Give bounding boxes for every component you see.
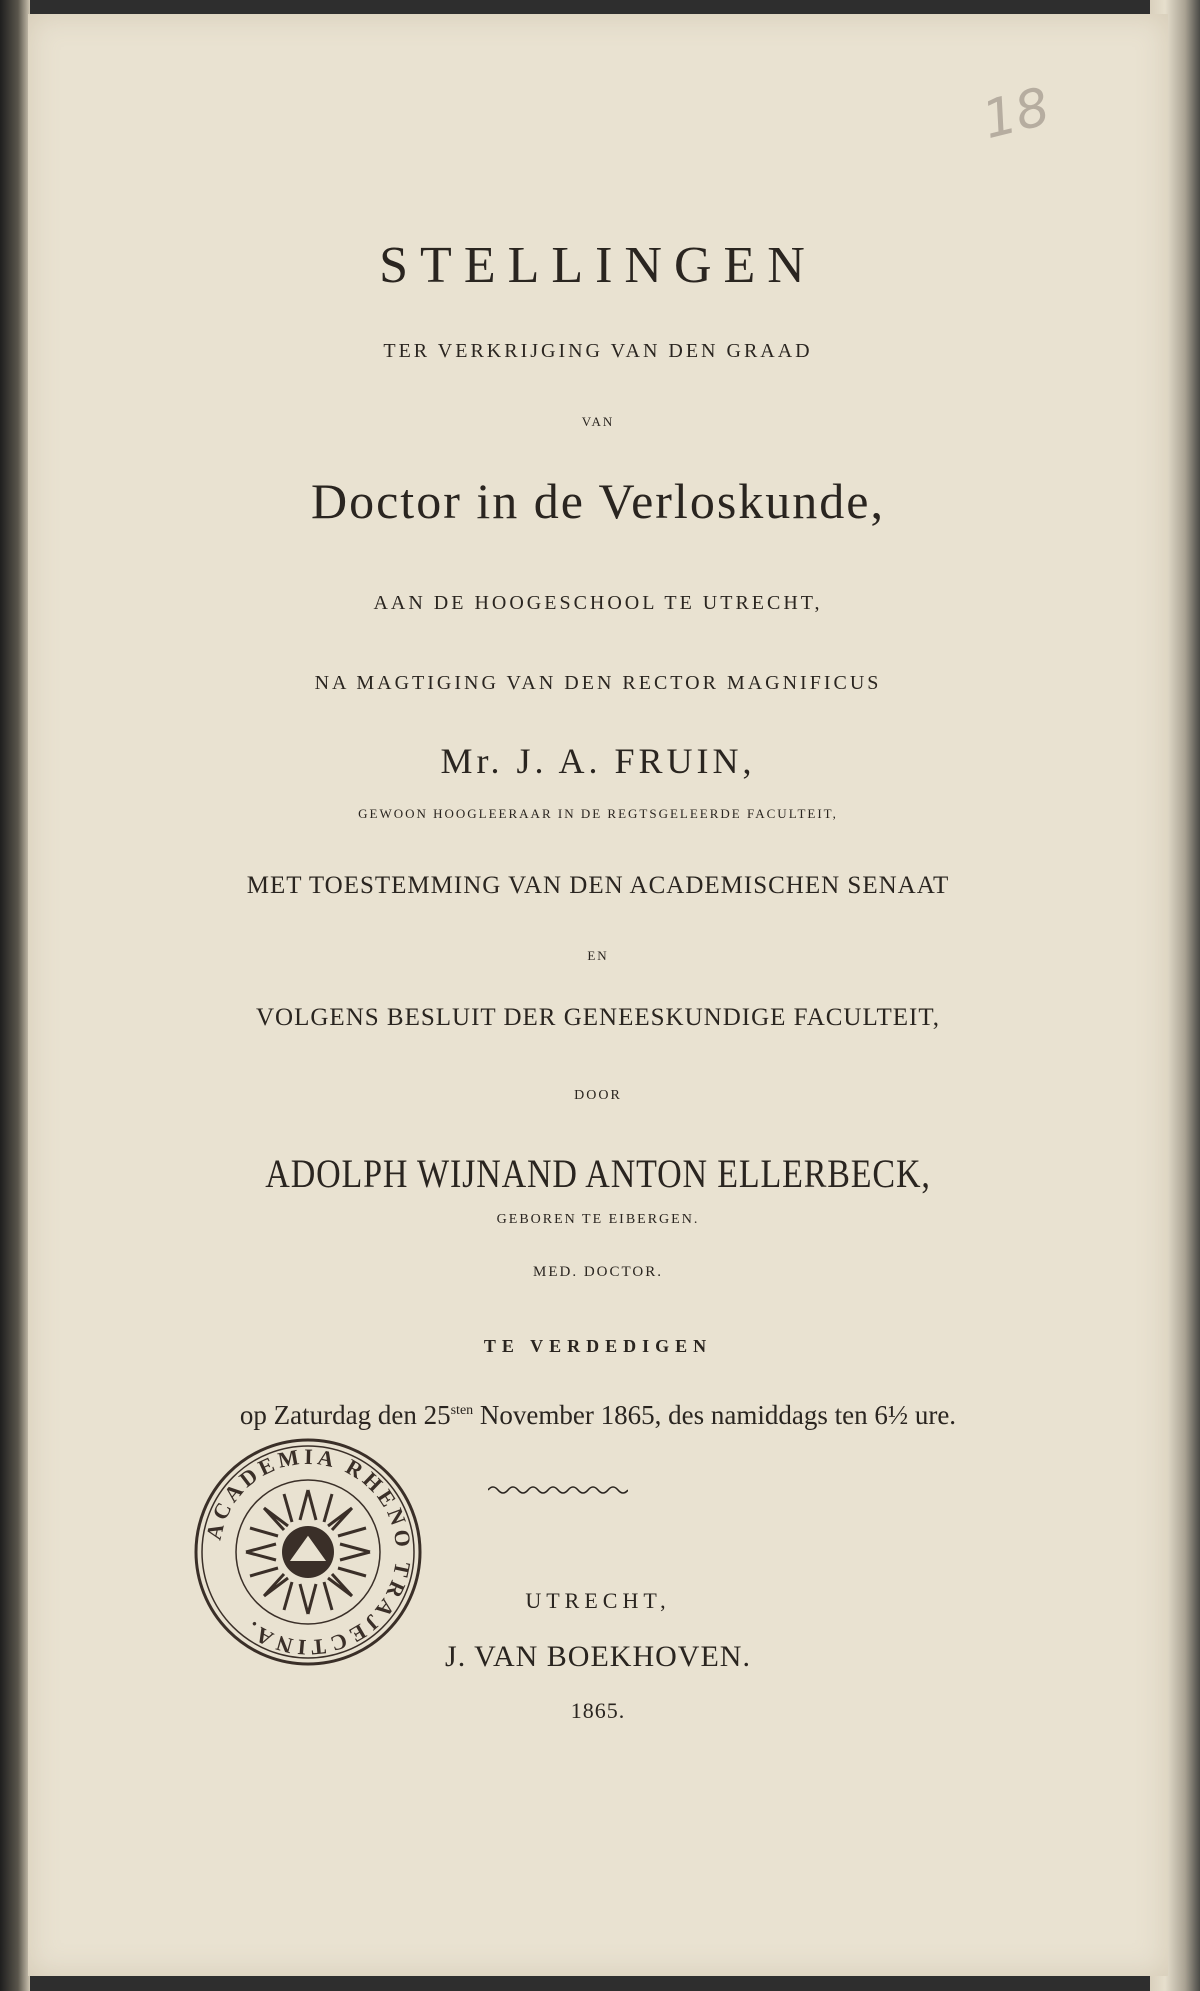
book-spine [0,0,30,1991]
defend-line: TE VERDEDIGEN [483,1336,713,1356]
pencil-mark: 18 [976,76,1056,152]
rector-title: GEWOON HOOGLEERAAR IN DE REGTSGELEERDE FACULTEIT, [358,806,838,821]
author-title: MED. DOCTOR. [533,1264,663,1280]
academia-stamp [188,1432,428,1672]
consent-line: MET TOESTEMMING VAN DEN ACADEMISCHEN SENAAT [246,872,950,899]
subtitle-van: VAN [581,414,615,429]
subtitle-line: TER VERKRIJGING VAN DEN GRAAD [383,340,813,362]
publisher-name: J. VAN BOEKHOVEN. [445,1640,751,1673]
date-superscript: sten [450,1403,474,1418]
ornament-divider [488,1484,628,1496]
page-title: STELLINGEN [379,237,817,294]
date-prefix: op Zaturdag den 25 [239,1400,451,1430]
decision-line: VOLGENS BESLUIT DER GENEESKUNDIGE FACULTEIT, [255,1004,940,1031]
author-birthplace: GEBOREN TE EIBERGEN. [496,1212,700,1227]
rector-name: Mr. J. A. FRUIN, [440,741,756,781]
title-page [28,14,1168,1976]
date-line [28,1400,1168,1431]
publication-year: 1865. [570,1698,626,1723]
degree-heading: Doctor in de Verloskunde, [311,473,885,529]
publisher-city: UTRECHT, [525,1588,671,1613]
authorization-line: NA MAGTIGING VAN DEN RECTOR MAGNIFICUS [314,672,882,694]
date-suffix: November 1865, des namiddags ten 6½ ure. [473,1400,957,1430]
stamp-text: ACADEMIA RHENO TRAJECTINA. [200,1443,417,1661]
institution-line: AAN DE HOOGESCHOOL TE UTRECHT, [373,592,823,614]
by-line: DOOR [574,1088,622,1103]
conjunction-line: EN [587,948,609,963]
author-name: ADOLPH WIJNAND ANTON ELLERBECK, [265,1151,931,1196]
